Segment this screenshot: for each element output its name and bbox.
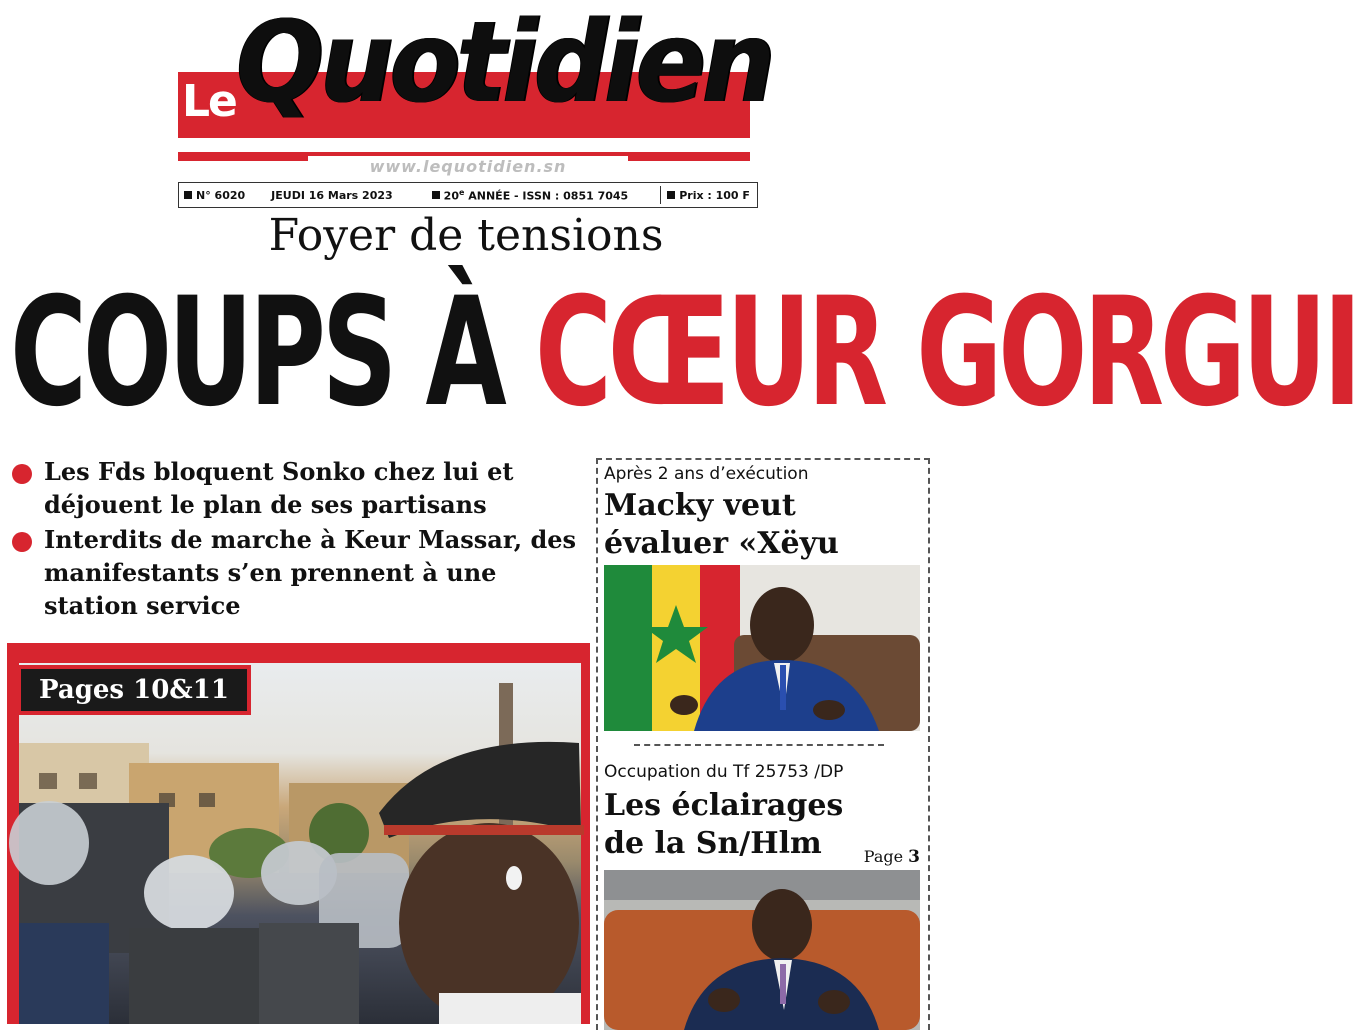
red-dot-icon [12,532,32,552]
year-superscript: e [458,187,465,197]
bullet-item [12,455,582,521]
headline-black-part: COUPS À [10,266,535,440]
main-photo-frame [7,643,590,1024]
year-issn-text: ANNÉE - ISSN : 0851 7045 [464,189,629,203]
story2-kicker: Occupation du Tf 25753 /DP [604,762,844,782]
story2-headline: Les éclairages de la Sn/Hlm [604,788,844,861]
main-photo-illustration [19,663,581,1024]
pages-tag: Pages 10&11 [17,665,251,715]
issue-year-issn [444,188,629,203]
main-photo-riot-police [19,663,581,1024]
page-number: 3 [908,847,920,867]
issue-number: N° 6020 [196,188,246,202]
masthead [178,0,772,210]
square-bullet-icon [184,191,192,199]
sidebar-column [596,458,930,1030]
headline-red-part: CŒUR GORGUI [534,266,1358,440]
masthead-url: www.lequotidien.sn [308,156,628,178]
story-separator [634,744,884,746]
story1-photo-illustration [604,565,920,731]
issue-date: JEUDI 16 Mars 2023 [271,188,393,202]
bullet-text: Interdits de marche à Keur Massar, des manifestants s’en prennent à une station service [44,525,577,620]
front-headline [10,266,1358,440]
issue-price: Prix : 100 F [679,188,750,202]
masthead-le: Le [182,76,236,127]
story1-photo [604,565,920,731]
red-dot-icon [12,464,32,484]
bullet-text: Les Fds bloquent Sonko chez lui et déjouent le plan de ses partisans [44,457,514,519]
story2-page [864,847,920,867]
story1-headline: Macky veut évaluer «Xëyu [604,488,839,561]
square-bullet-icon [432,191,440,199]
lead-bullets [12,455,582,624]
masthead-title: Quotidien [236,0,772,128]
bullet-item [12,523,582,622]
issue-info-bar [178,182,758,208]
story2-photo-illustration [604,870,920,1030]
page-label: Page [863,847,909,866]
story2-photo [604,870,920,1030]
square-bullet-icon [667,191,675,199]
front-kicker: Foyer de tensions [268,210,664,261]
year-prefix: 20 [443,189,459,203]
story1-kicker: Après 2 ans d’exécution [604,464,809,484]
divider [660,186,661,204]
